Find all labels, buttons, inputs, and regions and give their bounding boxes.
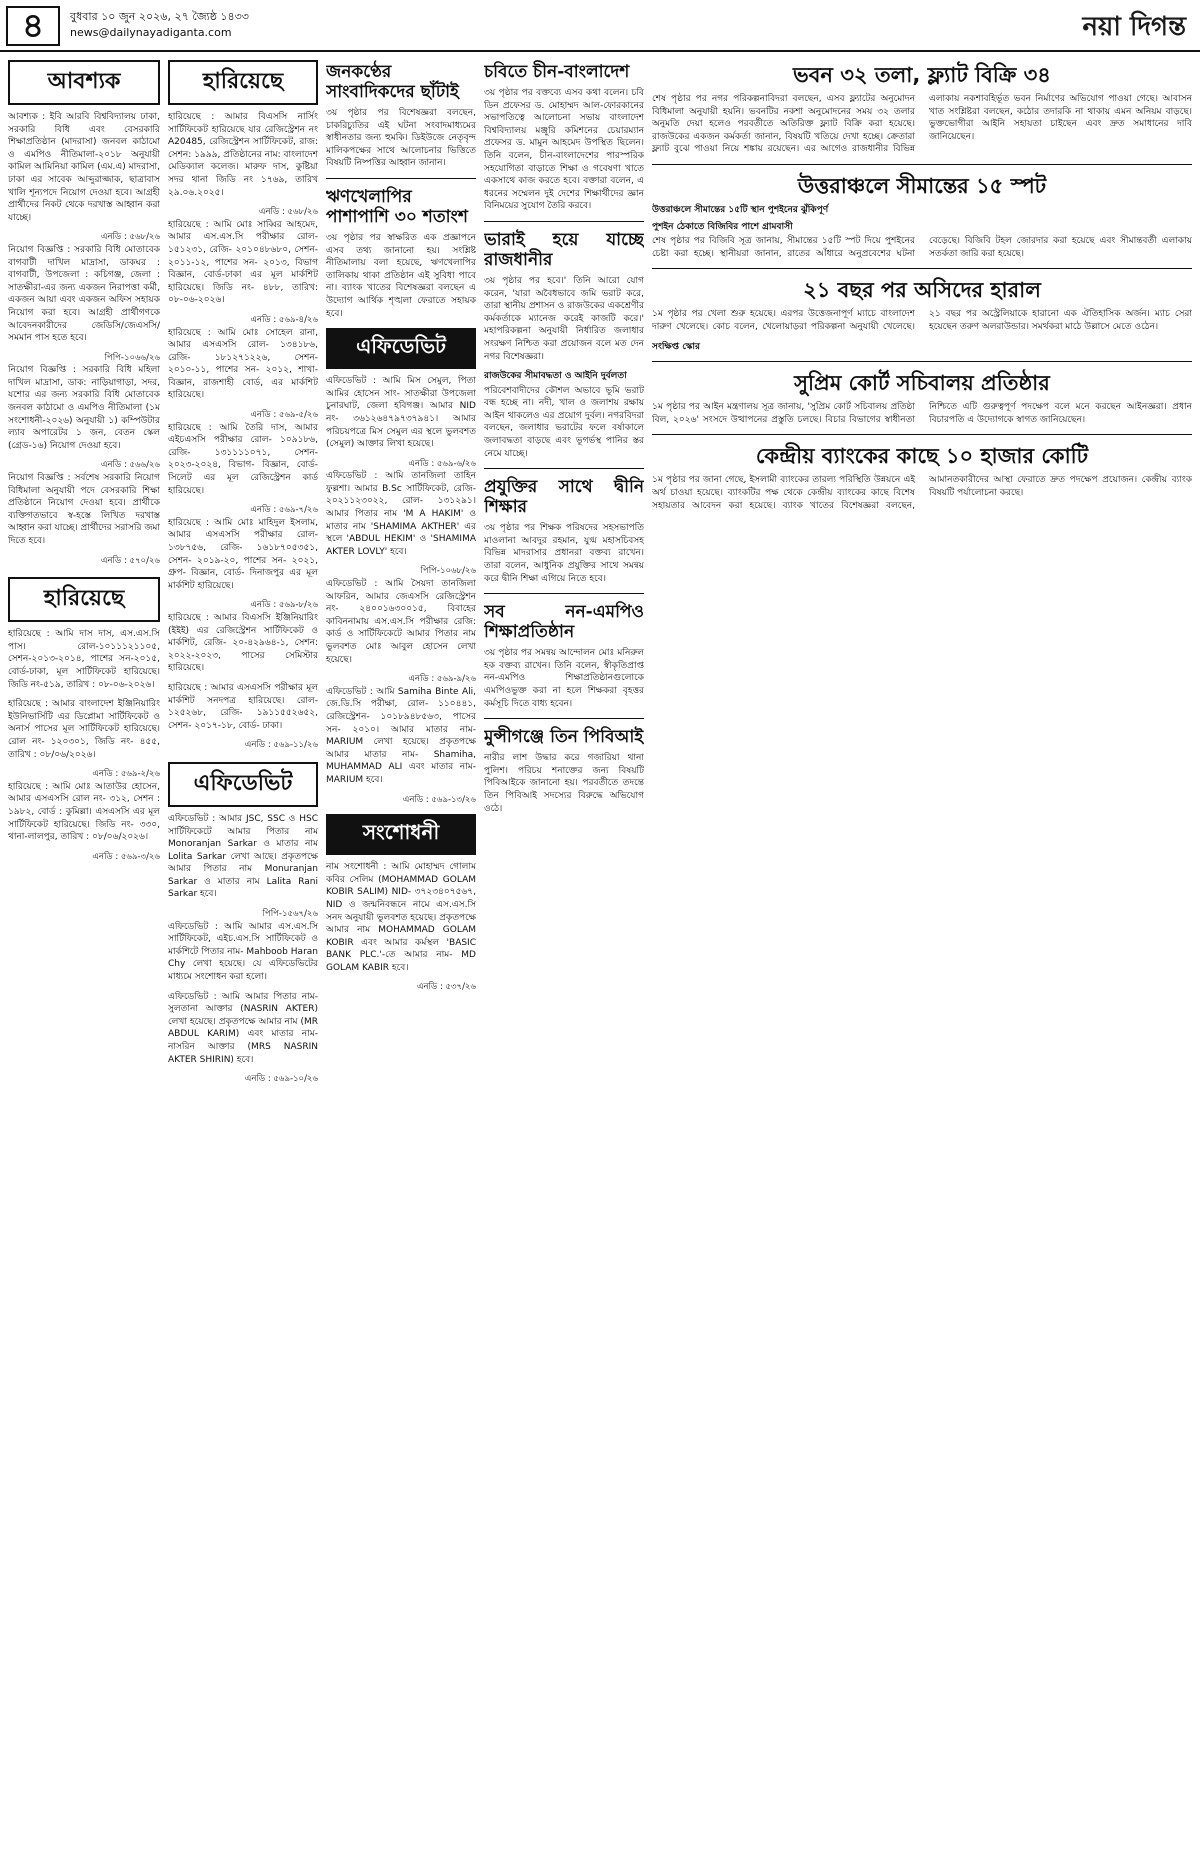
section-head-correction: সংশোধনী <box>326 814 476 855</box>
story-body: ১ম পৃষ্ঠার পর খেলা শুরু হয়েছে। এরপর উত্তেজনাপূর্ণ ম্যাচে বাংলাদেশ দারুণ খেলেছে। কোচ বলেন, খেলোয়াড়রা পরিকল্পনা অনুযায়ী খেলেছে। ২১ বছর পর অস্ট্রেলিয়াকে হারানো এক ঐতিহাসিক অর্জন। ম্যাচ সেরা হয়েছেন তরুণ অলরাউন্ডার। সমর্থকরা মাঠে উল্লাসে মেতে ওঠেন। <box>652 309 1192 332</box>
divider <box>652 434 1192 435</box>
divider <box>484 593 644 594</box>
story-body: ৩য় পৃষ্ঠার পর স্বাক্ষরিত এক প্রজ্ঞাপনে এসব তথ্য জানানো হয়। সংশ্লিষ্ট নীতিমালায় বলা হয়েছে, ঋণখেলাপির তালিকায় থাকা প্রতিষ্ঠান এই সুবিধা পাবে না। ব্যাংক খাতের বিশেষজ্ঞরা বলছেন এ উদ্যোগ আর্থিক শৃঙ্খলা ফেরাতে সহায়ক হবে। <box>326 232 476 319</box>
story-headline: জনকণ্ঠের সাংবাদিকদের ছাঁটাই <box>326 62 459 102</box>
contact-email[interactable]: news@dailynayadiganta.com <box>70 26 232 39</box>
classified-item: এফিডেভিট : আমি আমার পিতার নাম- সুলতানা আক্তার (NASRIN AKTER) লেখা হয়েছে। প্রকৃতপক্ষে আমার নাম (MR ABDUL KARIM) এবং মাতার নাম- নাসরিন আক্তার (MRS NASRIN AKTER SHIRIN) হবে। <box>168 991 318 1065</box>
ad-ref: এনডি : ৫৬৯-৬/২৬ <box>408 458 476 469</box>
section-head-lost: হারিয়েছে <box>168 60 318 105</box>
section-head-lost: হারিয়েছে <box>8 577 160 622</box>
story-body: শেষ পৃষ্ঠার পর বিজিবি সূত্র জানায়, সীমান্তের ১৫টি স্পট দিয়ে পুশইনের চেষ্টা করা হচ্ছে। স্থানীয়রা জানান, রাতের আঁধারে অনুপ্রবেশের ঘটনা বেড়েছে। বিজিবি টহল জোরদার করা হয়েছে এবং সীমান্তবর্তী এলাকায় সতর্কতা জারি করা হয়েছে। <box>652 236 1192 259</box>
story-body: ৩য় পৃষ্ঠার পর শিক্ষক পরিষদের সহসভাপতি মাওলানা আবদুর রহমান, যুগ্ম মহাসচিবসহ বিভিন্ন মাদরাসার প্রধানরা বক্তব্য রাখেন। তারা বলেন, আধুনিক প্রযুক্তির সাথে সমন্বয় করে দ্বীনি শিক্ষা এগিয়ে নিতে হবে। <box>484 523 644 584</box>
classified-item: হারিয়েছে : আমার এসএসসি পরীক্ষার মূল মার্কশিট সনদপত্র হারিয়েছে। রোল- ১২৫২৬৮, রেজি- ১৯১১৫৫২৬৫২, সেশন- ২০১৭-১৮, বোর্ড- ঢাকা। <box>168 682 318 731</box>
classified-item: এফিডেভিট : আমি আমার এস.এস.সি সার্টিফিকেট, এইচ.এস.সি সার্টিফিকেট ও মার্কশিটে পিতার নাম- Mahboob Haran Chy লেখা হয়েছে। যে এফিডেভিটের মাধ্যমে সংশোধন করা হলো। <box>168 921 318 983</box>
classified-item: হারিয়েছে : আমি মোঃ সোহেল রানা, আমার এসএসসি রোল- ১৩৪১৮৬, রেজি- ১৮১২৭১২২৬, সেশন- ২০১০-১১, পাশের সন- ২০১২, শাখা- বিজ্ঞান, রাজশাহী বোর্ড, এর মার্কশিট হারিয়েছে। <box>168 327 318 401</box>
divider <box>326 178 476 179</box>
divider <box>652 164 1192 165</box>
classified-item: হারিয়েছে : আমি মোঃ সাব্বির আহমেদ, আমার এস.এস.সি পরীক্ষার রোল- ১৫১২৩১, রেজি- ২০১০৪৮৬৮০, সেশন- ২০১১-১২, পাশের সন- ২০১৩, বিভাগ বিজ্ঞান, বোর্ড-ঢাকা এর মূল মার্কশিট হারিয়েছে। জিডি নং- ৪৮৮, তারিখ: ০৮-০৬-২০২৬। <box>168 219 318 306</box>
ad-ref: এনডি : ৫৬৯-৭/২৬ <box>250 505 318 516</box>
ad-ref: এনডি : ৫৬৯-২/২৬ <box>92 769 160 780</box>
story-headline: ভারাই হয়ে যাচ্ছে রাজধানীর <box>484 229 644 270</box>
classified-item: হারিয়েছে : আমি দাস দাস, এস.এস.সি পাস। রোল-১০১১১২১১০৫, সেশন-২০১৩-২০১৪, পাশের সন-২০১৫, বোর্ড-ঢাকা, মূল সার্টিফিকেট হারিয়েছে। জিডি নং-৫১৯, তারিখ : ০৮-০৬-২০২৬। <box>8 629 160 690</box>
story-body: ৩য় পৃষ্ঠার পর হবে।' তিনি আরো যোগ করেন, 'যারা অবৈধভাবে জমি ভরাট করে, তারা স্থানীয় প্রশাসন ও রাজউকের একশ্রেণীর কর্মকর্তাকে ম্যানেজ করেই কাজটি করে।' মহাপরিকল্পনা অনুযায়ী নির্ধারিত জলাধার সংরক্ষণ নিশ্চিত করা প্রয়োজন বলে মত দেন নগর বিশেষজ্ঞরা। <box>484 275 644 362</box>
divider <box>484 468 644 469</box>
ad-ref: এনডি : ৫৬৮/২৬ <box>101 232 160 243</box>
ad-ref: এনডি : ৫৬৯-৪/২৬ <box>250 314 318 325</box>
story-headline: কেন্দ্রীয় ব্যাংকের কাছে ১০ হাজার কোটি <box>755 444 1089 469</box>
column-news-affidavit <box>326 60 476 1860</box>
ad-ref: এনডি : ৫৬৮/২৬ <box>259 207 318 218</box>
classified-item: হারিয়েছে : আমার বাংলাদেশ ইঞ্জিনিয়ারিং ইউনিভার্সিটি এর ডিপ্লোমা সার্টিফিকেট ও অনার্স পাসের মূল সার্টিফিকেট হারিয়েছে। রোল নং- ১২০৩০১, জিডি নং- ৪৫৫, তারিখ : ০৮/০৬/২০২৬। <box>8 699 160 760</box>
story-headline: চবিতে চীন-বাংলাদেশ <box>484 62 630 82</box>
ad-ref: এনডি : ৫৬৯-৮/২৬ <box>250 600 318 611</box>
ad-ref: পিপি-১০৬৮/২৬ <box>420 566 476 577</box>
story-headline: প্রযুক্তির সাথে দ্বীনি শিক্ষার <box>484 477 644 518</box>
ad-ref: এনডি : ৫৬৯-১১/২৬ <box>244 740 318 751</box>
classified-item: আবশ্যক : ইবি আরবি বিশ্ববিদ্যালয় ঢাকা, সরকারি বিধি এবং বেসরকারি শিক্ষাপ্রতিষ্ঠান (মাদরাসা) জনবল কাঠামো ও এমপিও নীতিমালা-২০১৮ অনুযায়ী কামিল আমিনিয়া কামিল (এম.এ) মাদরাসা, ঢাকা এর সাবেক আব্দুরাজ্জাক, ছাত্রাবাস খালি শূন্যপদে নিয়োগ দেওয়া হবে। আগ্রহী প্রার্থীদের নিকট থেকে দরখাস্ত আহ্বান করা যাচ্ছে। <box>8 112 160 223</box>
story-headline: ২১ বছর পর অসিদের হারাল <box>803 278 1041 303</box>
ad-ref: এনডি : ৫৬৯-৫/২৬ <box>250 410 318 421</box>
header-rule <box>0 50 1200 52</box>
story-headline: ঋণখেলাপির পাশাপাশি ৩০ শতাংশ <box>326 186 468 227</box>
story-body: নারীর লাশ উদ্ধার করে গজারিয়া থানা পুলিশ। পরিচয় শনাক্তের জন্য বিষয়টি পিবিআইকে জানানো হয়। পরবর্তীতে তদন্তে তিন পিবিআই সদস্যের বিরুদ্ধে অভিযোগ ওঠে। <box>484 753 644 814</box>
classified-item: হারিয়েছে : আমি মোঃ আতাউর হোসেন, আমার এসএসসি রোল নং- ৩১২, সেশন : ১৯৮২, বোর্ড : কুমিল্লা। এসএসসি এর মূল সার্টিফিকেট হারিয়েছে। জিডি নং- ৩৩০, থানা-লালপুর, তারিখ : ০৮/০৬/২০২৬। <box>8 781 160 843</box>
newspaper-logo: নয়া দিগন্ত <box>1082 12 1186 42</box>
ad-ref: এনডি : ৫৭০/২৬ <box>101 555 160 566</box>
page-header <box>0 0 1200 52</box>
story-subhead: সংক্ষিপ্ত স্কোর <box>652 341 700 352</box>
classified-item: নিয়োগ বিজ্ঞপ্তি : সর্বশেষ সরকারি নিয়োগ বিধিমালা অনুযায়ী পদে বেসরকারি শিক্ষা প্রতিষ্ঠানে নিয়োগ দেওয়া হবে। প্রার্থীকে ব্যক্তিগতভাবে স্ব-হস্তে লিখিত দরখাস্ত আহ্বান করা যাচ্ছে। প্রার্থীদের সরাসরি জমা দিতে হবে। <box>8 473 160 546</box>
column-news-right <box>652 60 1192 1860</box>
divider <box>652 268 1192 269</box>
ad-ref: এনডি : ৫৬৯-১০/২৬ <box>244 1074 318 1085</box>
ad-ref: এনডি : ৫৩৭/২৬ <box>417 982 476 993</box>
story-body: ৩য় পৃষ্ঠার পর সমন্বয় আন্দোলন মোঃ মনিরুল হক বক্তব্য রাখেন। তিনি বলেন, স্বীকৃতিপ্রাপ্ত নন-এমপিও শিক্ষাপ্রতিষ্ঠানগুলোকে এমপিওভুক্ত করা না হলে শিক্ষকরা বৃহত্তর কর্মসূচি দিতে বাধ্য হবেন। <box>484 648 644 709</box>
ad-ref: পিপি-১০৬৬/২৬ <box>104 352 160 363</box>
story-body: পরিবেশবাদীদের কৌশল অভাবে ভূমি ভরাট বন্ধ হচ্ছে না। নদী, খাল ও জলাশয় রক্ষায় আইন থাকলেও এর প্রয়োগ দুর্বল। নগরবিদরা বলছেন, জলাধার ভরাটের ফলে বর্ষাকালে জলাবদ্ধতা বাড়ছে এবং ভূগর্ভস্থ পানির স্তর নেমে যাচ্ছে। <box>484 385 644 459</box>
classified-item: এফিডেভিট : আমি সৈয়দা তানজিলা আফরিন, আমার জেএসসি রেজিস্ট্রেশন নং- ২৪০০১৬৩০০১৫, বিবাহের কাবিননামায় এস.এস.সি পরীক্ষার রেজি: কার্ড ও সার্টিফিকেটে আমার পিতার নাম ভুলবশত মোঃ আবুল হোসেন লেখা হয়েছে। <box>326 579 476 665</box>
story-body: ৩য় পৃষ্ঠার পর বক্তব্যে এসব কথা বলেন। চবি ডিন প্রফেসর ড. মোহাম্মদ আল-ফোরকানের সভাপতিত্বে আলোচনা সভায় বাংলাদেশ বিশ্ববিদ্যালয় মঞ্জুরি কমিশনের চেয়ারম্যান প্রফেসর ড. মামুন আহমেদ উপস্থিত ছিলেন। তিনি বলেন, চীন-বাংলাদেশের পারস্পরিক সহযোগিতা বাড়াতে শিক্ষা ও গবেষণা খাতে একসাথে কাজ করতে হবে। বক্তারা বলেন, এ ধরনের সম্মেলন দুই দেশের শিক্ষার্থীদের জ্ঞান বিনিময়ের সুযোগ তৈরি করবে। <box>484 88 644 212</box>
story-headline: ভবন ৩২ তলা, ফ্ল্যাট বিক্রি ৩৪ <box>793 63 1051 87</box>
classified-item: হারিয়েছে : আমার বিএসসি ইঞ্জিনিয়ারিং (ইইই) এর রেজিস্ট্রেশন সার্টিফিকেট ও মার্কশিট, রেজি- ২০-৪২৯৬৪-১, সেশন: ২০২২-২০২৩, পাসের সেমিস্টার হারিয়েছে। <box>168 612 318 674</box>
story-body: ১ম পৃষ্ঠার পর আইন মন্ত্রণালয় সূত্র জানায়, 'সুপ্রিম কোর্ট সচিবালয় প্রতিষ্ঠা বিল, ২০২৬' সংসদে উত্থাপনের প্রস্তুতি চলছে। বিচার বিভাগের স্বাধীনতা নিশ্চিতে এটি গুরুত্বপূর্ণ পদক্ষেপ বলে মনে করছেন আইনজ্ঞরা। প্রধান বিচারপতি এ উদ্যোগকে স্বাগত জানিয়েছেন। <box>652 402 1192 425</box>
classified-item: নিয়োগ বিজ্ঞপ্তি : সরকারি বিধি মোতাবেক বাগবাটী দাখিল মাদ্রাসা, ডাকঘর : বাগবাটী, উপজেলা : কচিগঞ্জ, জেলা : সাতক্ষীরা-এর জন্য একজন নিরাপত্তা কর্মী, একজন আয়া এবং একজন অফিস সহায়ক নিয়োগ করা হবে। আগ্রহী প্রার্থীগণকে আবেদনকারীদের জেডিসি/জেএসসি/সমমান পাস হতে হবে। <box>8 244 160 344</box>
page-number: ৪ <box>6 6 60 46</box>
section-head-wanted: আবশ্যক <box>8 60 160 105</box>
story-body: শেষ পৃষ্ঠার পর নগর পরিকল্পনাবিদরা বলছেন, এসব ফ্ল্যাটের অনুমোদন বিধিমালা অনুযায়ী হয়নি। ভবনটির নকশা অনুমোদনের সময় ৩২ তলার অনুমতি দেয়া হলেও পরবর্তীতে অতিরিক্ত ফ্ল্যাট বিক্রি করা হয়েছে। রাজউকের একজন কর্মকর্তা জানান, বিষয়টি খতিয়ে দেখা হচ্ছে। ক্রেতারা ফ্ল্যাট বুঝে পাওয়া নিয়ে শঙ্কায় রয়েছেন। এর আগেও রাজধানীর বিভিন্ন এলাকায় নকশাবহির্ভূত ভবন নির্মাণের অভিযোগ পাওয়া গেছে। আবাসন খাত সংশ্লিষ্টরা বলছেন, কঠোর তদারকি না থাকায় এমন অনিয়ম বাড়ছে। ভুক্তভোগীরা আইনি সহায়তা চাইছেন এবং দ্রুত সমাধানের দাবি জানিয়েছেন। <box>652 94 1192 155</box>
section-head-affidavit: এফিডেভিট <box>326 328 476 369</box>
classified-item: হারিয়েছে : আমি তৈরি দাস, আমার এইচএসসি পরীক্ষার রোল- ১০৯১৮৬, রেজি- ১৩১১১১০৭১, সেশন- ২০২৩-২০২৪, বিভাগ- বিজ্ঞান, বোর্ড- সিলেট এর মূল রেজিস্ট্রেশন কার্ড হারিয়েছে। <box>168 422 318 496</box>
story-headline: সুপ্রিম কোর্ট সচিবালয় প্রতিষ্ঠার <box>794 371 1050 396</box>
ad-ref: এনডি : ৫৬৯-৩/২৬ <box>92 851 160 862</box>
divider <box>652 361 1192 362</box>
issue-date: বুধবার ১০ জুন ২০২৬, ২৭ জ্যৈষ্ঠ ১৪৩৩ <box>70 10 249 23</box>
classified-item: হারিয়েছে : আমি মোঃ মাহিদুল ইসলাম, আমার এসএসসি পরীক্ষার রোল- ১৩৮৭৫৬, রেজি- ১৬১৮৭০৫৩৫১, সেশন- ২০১৯-২০, পাশের সন- ২০২১, গ্রুপ- বিজ্ঞান, বোর্ড- দিনাজপুর এর মূল মার্কশিট হারিয়েছে। <box>168 517 318 591</box>
classified-item: এফিডেভিট : আমি মিস সেমুল, পিতা আমির হোসেন সাং- সাতক্ষীরা উপজেলা চুনারঘাট, জেলা হবিগঞ্জ। আমার NID নং- ৩৬১২৬৪৭৯৭৩৭৯৪১। আমার পরিচয়পত্রে মিস সেমুল এর স্থলে ভুলবশত (সেমুল) আক্তার লিখা হয়েছে। <box>326 376 476 450</box>
section-head-affidavit: এফিডেভিট <box>168 762 318 807</box>
story-subhead: পুশইন ঠেকাতে বিজিবির পাশে গ্রামবাসী <box>652 221 793 232</box>
classified-item: নিয়োগ বিজ্ঞপ্তি : সরকারি বিধি মহিলা দাখিল মাদ্রাসা, ডাক: নাড়িয়াগাড়া, সদর, যশোর এর জন্য সরকারি বিধি মোতাবেক জনবল কাঠামো ও এমপিও নীতিমালা (১ম সংশোধনী-২০২৬) অনুযায়ী ১) কম্পিউটার ল্যাব অপারেটর ১ জন, বেতন স্কেল (গ্রেড-১৬) নিয়োগ দেওয়া হবে। <box>8 365 160 451</box>
story-headline: মুন্সীগঞ্জে তিন পিবিআই <box>484 727 644 748</box>
story-headline: উত্তরাঞ্চলে সীমান্তের ১৫ স্পট <box>797 173 1047 198</box>
column-classifieds-1 <box>8 60 160 1860</box>
ad-ref: এনডি : ৫৬৬/২৬ <box>101 460 160 471</box>
column-news-2 <box>484 60 644 1860</box>
classified-item: এফিডেভিট : আমার JSC, SSC ও HSC সার্টিফিকেটে আমার পিতার নাম Monoranjan Sarkar ও মাতার নাম Lolita Sarkar লেখা আছে। প্রকৃতপক্ষে আমার পিতার নাম Monuranjan Sarkar ও মাতার নাম Lalita Rani Sarkar হবে। <box>168 813 318 900</box>
ad-ref: এনডি : ৫৬৯-১৩/২৬ <box>402 794 476 805</box>
classified-item: এফিডেভিট : আমি Samiha Binte Ali, জে.ডি.সি পরীক্ষা, রোল- ১১০৪৪১, রেজিস্ট্রেশন- ১০১৮৯৪৮৫৬৩, পাসের সন- ২০১০। আমার মাতার নাম- MARIUM লেখা হয়েছে। প্রকৃতপক্ষে আমার মাতার নাম- Shamiha, MUHAMMAD ALI এবং মাতার নাম- MARIUM হবে। <box>326 686 476 785</box>
story-subhead: উত্তরাঞ্চলে সীমান্তের ১৫টি স্থান পুশইনের ঝুঁকিপূর্ণ <box>652 204 829 215</box>
classified-item: হারিয়েছে : আমার বিএসসি নার্সিং সার্টিফিকেট হারিয়েছে যার রেজিস্ট্রেশন নং A20485, রেজিস্ট্রেশন সার্টিফিকেট, রাজ: সেশন: ১৯৯৯, প্রতিষ্ঠানের নাম: বাংলাদেশ মেডিক্যাল কলেজ। মারুফ দাস, কুষ্টিয়া সদর থানা জিডি নং ১৭৬৯, তারিখ ২৯.০৬.২০২৫। <box>168 112 318 198</box>
story-headline: সব নন-এমপিও শিক্ষাপ্রতিষ্ঠান <box>484 602 644 643</box>
ad-ref: পিপি-১৫৬৭/২৬ <box>262 909 318 920</box>
story-body: ১ম পৃষ্ঠার পর জানা গেছে, ইসলামী ব্যাংকের তারল্য পরিস্থিতি উন্নয়নে এই অর্থ চাওয়া হয়েছে। ব্যাংকটির পক্ষ থেকে কেন্দ্রীয় ব্যাংকের কাছে বিশেষ সহায়তার আবেদন করা হয়েছে। ব্যাংক খাতের বিশেষজ্ঞরা বলছেন, আমানতকারীদের আস্থা ফেরাতে দ্রুত পদক্ষেপ প্রয়োজন। কেন্দ্রীয় ব্যাংক বিষয়টি পর্যালোচনা করছে। <box>652 475 1192 511</box>
column-classifieds-2 <box>168 60 318 1860</box>
story-subhead: রাজউকের সীমাবদ্ধতা ও আইনি দুর্বলতা <box>484 371 627 382</box>
classified-item: এফিডেভিট : আমি তানজিলা তাহিন ফুল্লশা। আমার B.Sc সার্টিফিকেট, রেজি- ২০২১১২৩০২২, রোল- ১৩১২৯১। আমার পিতার নাম 'M A HAKIM' ও মাতার নাম 'SHAMIMA AKTHER' এর স্থলে 'ABDUL HEKIM' ও 'SHAMIMA AKTER LOVLY' হবে। <box>326 471 476 557</box>
ad-ref: এনডি : ৫৬৯-৯/২৬ <box>408 674 476 685</box>
divider <box>484 221 644 222</box>
classified-item: নাম সংশোধনী : আমি মোহাম্মদ গোলাম কবির সেলিম (MOHAMMAD GOLAM KOBIR SALIM) NID- ৩৭২৩৪০৭৫৬৭, NID ও জন্মনিবন্ধনে নামে এস.এস.সি সনদ অনুযায়ী ভুলবশত হয়েছে। প্রকৃতপক্ষে আমার নাম MOHAMMAD GOLAM KOBIR এবং আমার কর্মস্থল 'BASIC BANK PLC.'-তে আমার নাম- MD GOLAM KABIR হবে। <box>326 862 476 973</box>
story-body: ৩য় পৃষ্ঠার পর বিশেষজ্ঞরা বলছেন, চাকরিচ্যুতির এই ঘটনা সংবাদমাধ্যমের স্বাধীনতার জন্য হুমকি। ডিইউজে নেতৃবৃন্দ মালিকপক্ষের সাথে আলোচনার ভিত্তিতে বিষয়টি নিষ্পত্তির আহ্বান জানান। <box>326 108 476 169</box>
divider <box>484 718 644 719</box>
